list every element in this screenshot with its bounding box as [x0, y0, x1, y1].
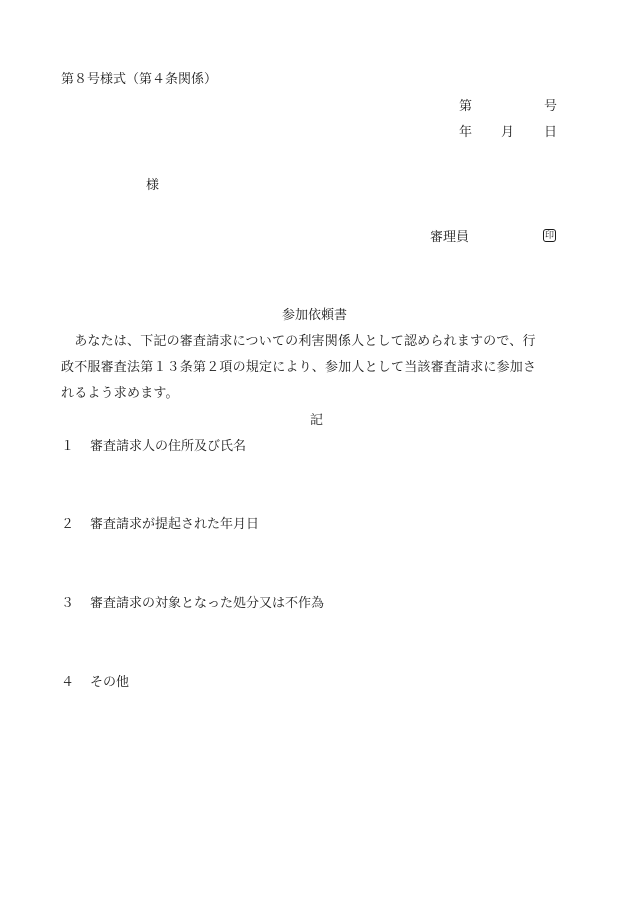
addressee-suffix: 様: [146, 178, 160, 193]
body-line-2: 政不服審査法第１３条第２項の規定により、参加人として当該審査請求に参加さ: [61, 360, 537, 375]
body-line-1: あなたは、下記の審査請求についての利害関係人として認められますので、行: [61, 334, 536, 349]
seal-mark: 印: [544, 231, 554, 241]
item-1-text: 審査請求人の住所及び氏名: [90, 439, 247, 454]
examiner-label: 審理員: [430, 230, 470, 245]
item-2-text: 審査請求が提起された年月日: [90, 517, 260, 532]
form-code: 第８号様式（第４条関係）: [61, 72, 218, 87]
date-month: 月: [501, 125, 515, 140]
doc-number-suffix: 号: [544, 99, 558, 114]
date-day: 日: [544, 125, 558, 140]
item-1-number: １: [61, 439, 75, 454]
item-3-text: 審査請求の対象となった処分又は不作為: [90, 596, 325, 611]
document-title: 参加依頼書: [282, 308, 348, 323]
doc-number-prefix: 第: [459, 99, 473, 114]
item-2-number: ２: [61, 517, 75, 532]
item-4-text: その他: [90, 675, 130, 690]
item-3-number: ３: [61, 596, 75, 611]
ki-marker: 記: [310, 413, 324, 428]
item-4-number: ４: [61, 675, 75, 690]
date-year: 年: [459, 125, 473, 140]
body-line-3: れるよう求めます。: [61, 386, 179, 401]
